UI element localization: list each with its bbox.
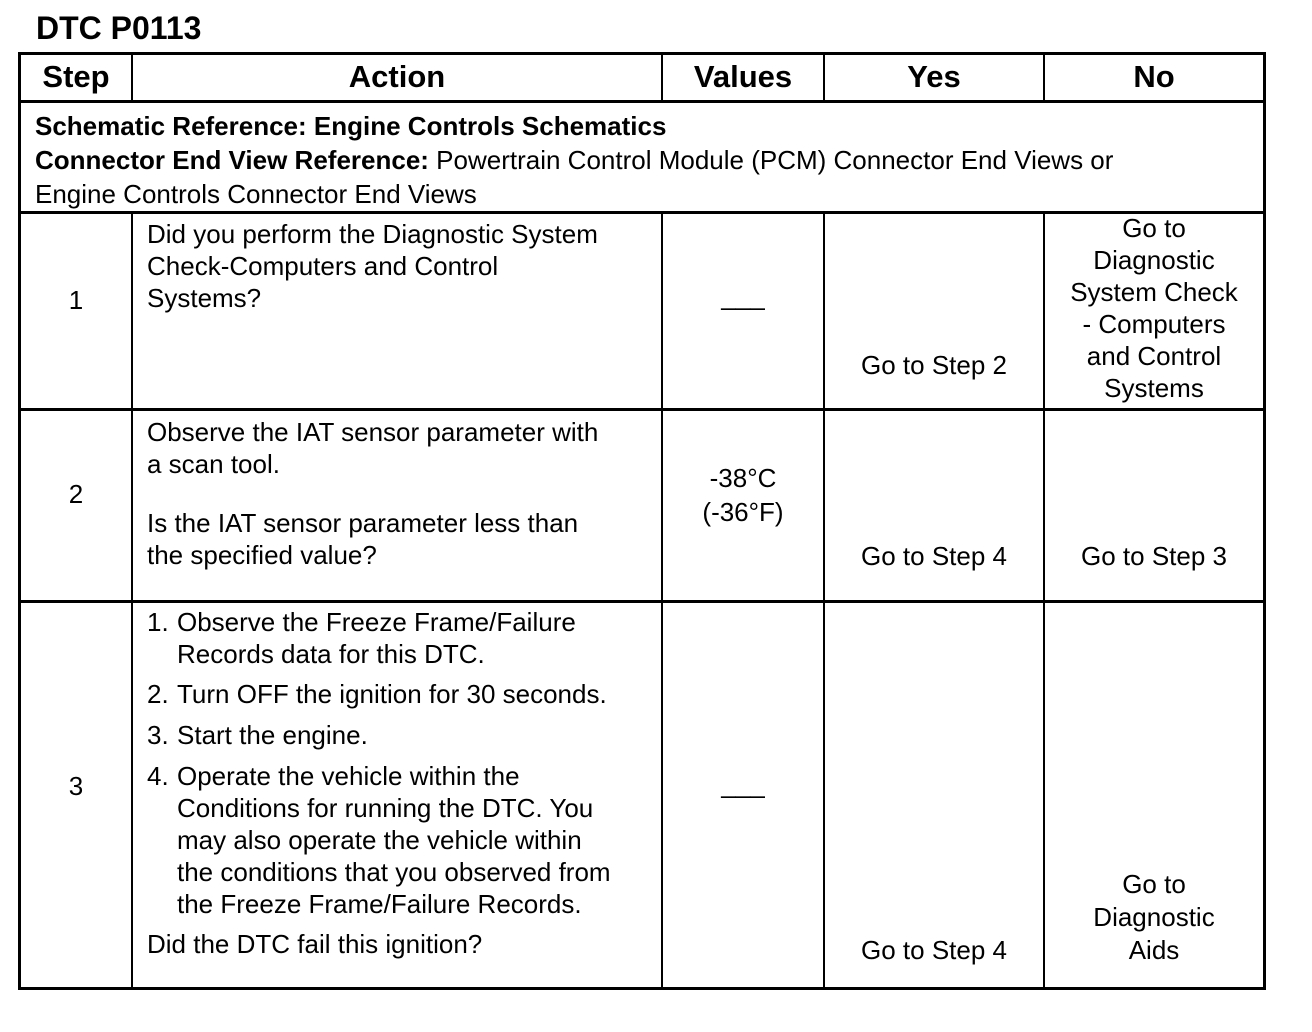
action-line: Did you perform the Diagnostic System	[147, 219, 598, 249]
no-line: Go to	[1122, 213, 1186, 243]
action-text	[147, 416, 652, 480]
header-values: Values	[693, 59, 793, 94]
no-line: Diagnostic	[1093, 902, 1215, 932]
list-line: Records data for this DTC.	[177, 639, 485, 669]
rule-row1-bottom	[21, 408, 1263, 411]
header-no: No	[1133, 59, 1175, 94]
yes-cell: Go to Step 4	[861, 935, 1007, 965]
header-yes: Yes	[907, 59, 961, 94]
action-text	[147, 606, 657, 960]
action-line: a scan tool.	[147, 449, 280, 479]
no-cell: Go to Step 3	[1081, 541, 1227, 571]
reference-block	[35, 109, 1255, 211]
list-line: the conditions that you observed from	[177, 857, 611, 887]
col-divider	[823, 212, 825, 987]
rule-row2-bottom	[21, 600, 1263, 603]
action-line: Check-Computers and Control	[147, 251, 499, 281]
action-line: Systems?	[147, 283, 262, 313]
no-line: Systems	[1104, 373, 1204, 403]
schematic-reference: Schematic Reference: Engine Controls Schematics	[35, 111, 667, 141]
list-line: Conditions for running the DTC. You	[177, 793, 594, 823]
rule-header-bottom	[21, 100, 1263, 103]
document-title: DTC P0113	[36, 10, 202, 46]
step-number: 2	[68, 479, 84, 509]
list-item	[147, 678, 657, 710]
values-cell	[663, 461, 823, 529]
list-line: may also operate the vehicle within	[177, 825, 582, 855]
value-line: -38°C	[709, 463, 777, 493]
no-line: Diagnostic	[1093, 245, 1215, 275]
list-line: Operate the vehicle within the	[177, 761, 520, 791]
values-cell: ___	[721, 281, 765, 311]
list-line: Turn OFF the ignition for 30 seconds.	[177, 679, 607, 709]
connector-reference	[35, 143, 1255, 177]
question-line: Is the IAT sensor parameter less than	[147, 508, 579, 538]
list-item	[147, 606, 657, 670]
list-item	[147, 719, 657, 751]
value-line: (-36°F)	[702, 497, 784, 527]
action-text	[147, 218, 652, 314]
connector-reference-text-2: Engine Controls Connector End Views	[35, 179, 477, 209]
list-line: Start the engine.	[177, 720, 368, 750]
header-step: Step	[42, 59, 110, 94]
col-divider	[131, 212, 133, 987]
question-line: the specified value?	[147, 540, 377, 570]
connector-reference-label: Connector End View Reference:	[35, 145, 429, 175]
list-number: 3.	[147, 720, 169, 750]
no-line: Go to	[1122, 869, 1186, 899]
procedure-list	[147, 606, 657, 920]
no-cell	[1045, 868, 1263, 967]
values-cell: ___	[721, 769, 765, 799]
list-number: 2.	[147, 679, 169, 709]
yes-cell: Go to Step 4	[861, 541, 1007, 571]
no-line: Aids	[1128, 935, 1180, 965]
list-number: 1.	[147, 607, 169, 637]
diagnostic-table	[18, 52, 1266, 990]
list-item	[147, 760, 657, 920]
list-line: the Freeze Frame/Failure Records.	[177, 889, 582, 919]
step-number: 1	[68, 285, 84, 315]
question-line: Did the DTC fail this ignition?	[147, 929, 483, 959]
connector-reference-text: Powertrain Control Module (PCM) Connector End Views or	[428, 145, 1114, 175]
no-line: - Computers	[1082, 309, 1226, 339]
action-line: Observe the IAT sensor parameter with	[147, 417, 599, 447]
header-action: Action	[348, 59, 446, 94]
step-number: 3	[68, 771, 84, 801]
list-line: Observe the Freeze Frame/Failure	[177, 607, 576, 637]
yes-cell: Go to Step 2	[861, 350, 1007, 380]
list-number: 4.	[147, 761, 169, 791]
no-line: and Control	[1086, 341, 1222, 371]
question-text	[147, 507, 652, 571]
col-divider	[661, 212, 663, 987]
no-cell	[1045, 212, 1263, 404]
no-line: System Check	[1070, 277, 1238, 307]
